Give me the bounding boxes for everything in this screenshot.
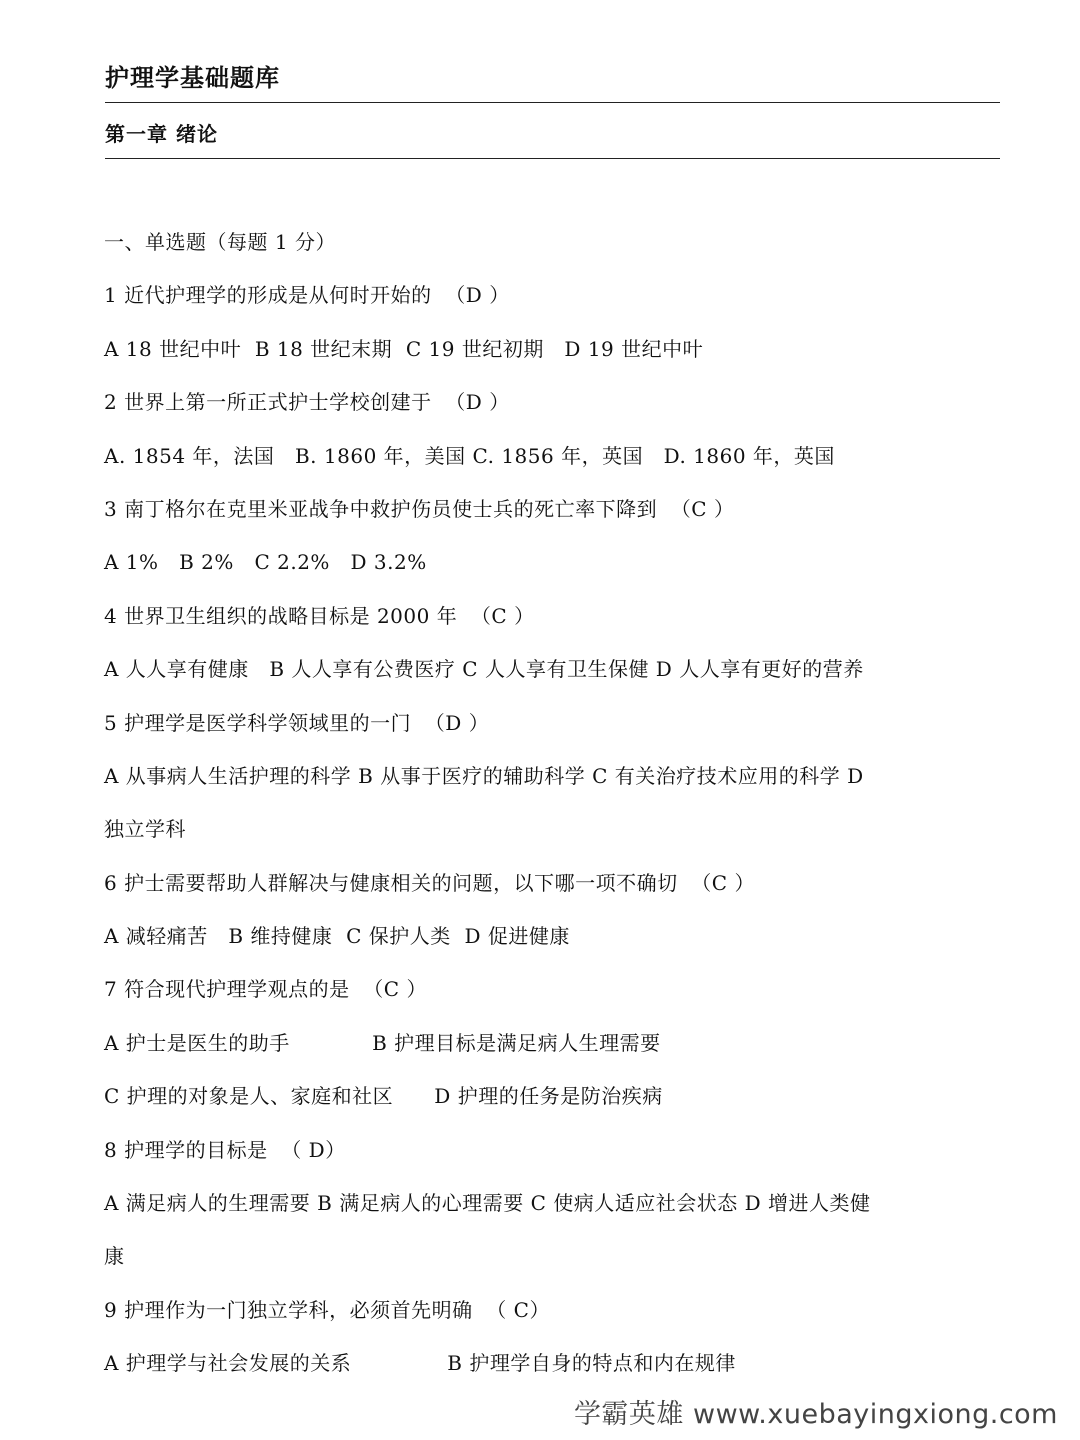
- question-4: 4 世界卫生组织的战略目标是 2000 年 （C ）: [104, 603, 535, 628]
- question-5: 5 护理学是医学科学领域里的一门 （D ）: [104, 710, 490, 735]
- question-7: 7 符合现代护理学观点的是 （C ）: [104, 977, 427, 1002]
- question-6: 6 护士需要帮助人群解决与健康相关的问题，以下哪一项不确切 （C ）: [104, 870, 755, 895]
- question-list: [104, 225, 1004, 1400]
- document-title: 护理学基础题库: [105, 64, 280, 92]
- title-divider: [105, 102, 1000, 103]
- question-7-options-ab: A 护士是医生的助手 B 护理目标是满足病人生理需要: [104, 1030, 661, 1055]
- chapter-heading: 第一章 绪论: [105, 122, 218, 146]
- watermark-text: 学霸英雄 www.xuebayingxiong.com: [573, 1399, 1058, 1430]
- question-1: 1 近代护理学的形成是从何时开始的 （D ）: [104, 283, 510, 308]
- question-8-options-cont: 康: [104, 1244, 125, 1269]
- question-5-options-cont: 独立学科: [104, 817, 186, 842]
- question-3-options: A 1% B 2% C 2.2% D 3.2%: [104, 550, 427, 575]
- question-2-options: A. 1854 年，法国 B. 1860 年，美国 C. 1856 年，英国 D. 1860 年，英国: [104, 443, 835, 468]
- question-6-options: A 减轻痛苦 B 维持健康 C 保护人类 D 促进健康: [104, 924, 570, 949]
- question-5-options: A 从事病人生活护理的科学 B 从事于医疗的辅助科学 C 有关治疗技术应用的科学 D: [104, 763, 864, 788]
- question-8-options: A 满足病人的生理需要 B 满足病人的心理需要 C 使病人适应社会状态 D 增进人类健: [104, 1191, 871, 1216]
- question-1-options: A 18 世纪中叶 B 18 世纪末期 C 19 世纪初期 D 19 世纪中叶: [104, 336, 704, 361]
- question-4-options: A 人人享有健康 B 人人享有公费医疗 C 人人享有卫生保健 D 人人享有更好的营养: [104, 657, 864, 682]
- question-8: 8 护理学的目标是 （ D）: [104, 1137, 346, 1162]
- question-3: 3 南丁格尔在克里米亚战争中救护伤员使士兵的死亡率下降到 （C ）: [104, 496, 735, 521]
- question-9: 9 护理作为一门独立学科，必须首先明确 （ C）: [104, 1297, 550, 1322]
- chapter-divider: [105, 158, 1000, 159]
- question-7-options-cd: C 护理的对象是人、家庭和社区 D 护理的任务是防治疾病: [104, 1084, 663, 1109]
- section-heading: 一、单选题（每题 1 分）: [104, 230, 336, 254]
- question-2: 2 世界上第一所正式护士学校创建于 （D ）: [104, 390, 510, 415]
- question-9-options-ab: A 护理学与社会发展的关系 B 护理学自身的特点和内在规律: [104, 1351, 736, 1376]
